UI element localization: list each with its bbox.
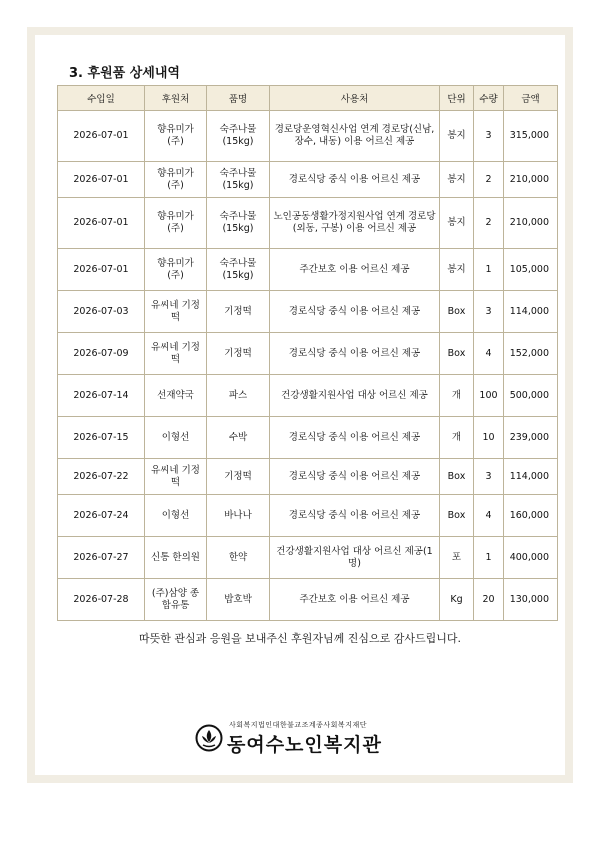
table-row — [58, 249, 558, 291]
organization-logo — [195, 718, 425, 758]
cell-amount: 500,000 — [504, 375, 558, 417]
cell-donor: 유씨네 기정떡 — [145, 291, 207, 333]
table-row — [58, 333, 558, 375]
cell-donor: 유씨네 기정떡 — [145, 459, 207, 495]
cell-donor: 향유미가 (주) — [145, 249, 207, 291]
table-row — [58, 579, 558, 621]
header-qty: 수량 — [474, 86, 504, 111]
cell-unit: 봉지 — [440, 249, 474, 291]
cell-use: 경로식당 중식 이용 어르신 제공 — [270, 459, 440, 495]
cell-item: 밥호박 — [207, 579, 270, 621]
lotus-emblem-icon — [195, 724, 223, 752]
cell-qty: 20 — [474, 579, 504, 621]
table-row — [58, 495, 558, 537]
cell-item: 숙주나물 (15kg) — [207, 198, 270, 249]
cell-item: 기정떡 — [207, 459, 270, 495]
cell-donor: 향유미가 (주) — [145, 111, 207, 162]
header-donor: 후원처 — [145, 86, 207, 111]
cell-date: 2026-07-01 — [58, 198, 145, 249]
cell-date: 2026-07-24 — [58, 495, 145, 537]
cell-date: 2026-07-14 — [58, 375, 145, 417]
cell-qty: 2 — [474, 198, 504, 249]
cell-unit: 개 — [440, 417, 474, 459]
cell-item: 숙주나물 (15kg) — [207, 162, 270, 198]
table-row — [58, 162, 558, 198]
cell-donor: 신통 한의원 — [145, 537, 207, 579]
table-row — [58, 375, 558, 417]
cell-amount: 114,000 — [504, 459, 558, 495]
cell-amount: 160,000 — [504, 495, 558, 537]
cell-unit: Box — [440, 291, 474, 333]
cell-date: 2026-07-01 — [58, 249, 145, 291]
cell-use: 경로당운영혁신사업 연계 경로당(신남, 장수, 내동) 이용 어르신 제공 — [270, 111, 440, 162]
table-row — [58, 198, 558, 249]
cell-unit: Box — [440, 495, 474, 537]
table-row — [58, 459, 558, 495]
header-item: 품명 — [207, 86, 270, 111]
cell-date: 2026-07-01 — [58, 111, 145, 162]
table-row — [58, 537, 558, 579]
cell-qty: 100 — [474, 375, 504, 417]
cell-donor: 이형선 — [145, 417, 207, 459]
cell-use: 경로식당 중식 이용 어르신 제공 — [270, 162, 440, 198]
cell-donor: 향유미가 (주) — [145, 162, 207, 198]
cell-use: 주간보호 이용 어르신 제공 — [270, 579, 440, 621]
cell-donor: 선재약국 — [145, 375, 207, 417]
cell-qty: 3 — [474, 111, 504, 162]
cell-amount: 152,000 — [504, 333, 558, 375]
cell-item: 한약 — [207, 537, 270, 579]
cell-use: 주간보호 이용 어르신 제공 — [270, 249, 440, 291]
table-header-row — [58, 86, 558, 111]
cell-qty: 4 — [474, 495, 504, 537]
cell-unit: Box — [440, 459, 474, 495]
cell-unit: 봉지 — [440, 111, 474, 162]
cell-qty: 3 — [474, 291, 504, 333]
cell-use: 경로식당 중식 이용 어르신 제공 — [270, 291, 440, 333]
cell-qty: 1 — [474, 537, 504, 579]
cell-date: 2026-07-28 — [58, 579, 145, 621]
cell-amount: 400,000 — [504, 537, 558, 579]
cell-unit: Box — [440, 333, 474, 375]
cell-donor: 향유미가 (주) — [145, 198, 207, 249]
cell-use: 경로식당 중식 이용 어르신 제공 — [270, 417, 440, 459]
cell-qty: 3 — [474, 459, 504, 495]
cell-date: 2026-07-09 — [58, 333, 145, 375]
cell-donor: 유씨네 기정떡 — [145, 333, 207, 375]
cell-item: 기정떡 — [207, 291, 270, 333]
cell-amount: 114,000 — [504, 291, 558, 333]
cell-amount: 130,000 — [504, 579, 558, 621]
cell-date: 2026-07-01 — [58, 162, 145, 198]
donation-table — [57, 85, 558, 621]
cell-use: 건강생활지원사업 대상 어르신 제공 — [270, 375, 440, 417]
header-date: 수입일 — [58, 86, 145, 111]
table-row — [58, 291, 558, 333]
logo-subtitle: 사회복지법인대한불교조계종사회복지재단 — [229, 721, 367, 729]
cell-amount: 315,000 — [504, 111, 558, 162]
page-content — [35, 35, 565, 775]
cell-unit: Kg — [440, 579, 474, 621]
cell-amount: 210,000 — [504, 198, 558, 249]
table-row — [58, 111, 558, 162]
cell-amount: 239,000 — [504, 417, 558, 459]
cell-use: 경로식당 중식 이용 어르신 제공 — [270, 333, 440, 375]
header-use: 사용처 — [270, 86, 440, 111]
cell-unit: 봉지 — [440, 162, 474, 198]
cell-date: 2026-07-27 — [58, 537, 145, 579]
page-frame — [27, 27, 573, 783]
cell-qty: 1 — [474, 249, 504, 291]
cell-unit: 개 — [440, 375, 474, 417]
section-title: 3. 후원품 상세내역 — [69, 66, 180, 81]
cell-date: 2026-07-22 — [58, 459, 145, 495]
header-amount: 금액 — [504, 86, 558, 111]
cell-donor: 이형선 — [145, 495, 207, 537]
cell-qty: 4 — [474, 333, 504, 375]
cell-use: 건강생활지원사업 대상 어르신 제공(1명) — [270, 537, 440, 579]
cell-use: 노인공동생활가정지원사업 연계 경로당(외동, 구봉) 이용 어르신 제공 — [270, 198, 440, 249]
cell-item: 숙주나물 (15kg) — [207, 111, 270, 162]
cell-item: 기정떡 — [207, 333, 270, 375]
cell-donor: (주)삼양 종합유통 — [145, 579, 207, 621]
header-unit: 단위 — [440, 86, 474, 111]
table-row — [58, 417, 558, 459]
cell-item: 파스 — [207, 375, 270, 417]
cell-item: 바나나 — [207, 495, 270, 537]
cell-unit: 포 — [440, 537, 474, 579]
cell-date: 2026-07-15 — [58, 417, 145, 459]
cell-use: 경로식당 중식 이용 어르신 제공 — [270, 495, 440, 537]
cell-qty: 10 — [474, 417, 504, 459]
thanks-message: 따뜻한 관심과 응원을 보내주신 후원자님께 진심으로 감사드립니다. — [138, 632, 461, 645]
cell-item: 수박 — [207, 417, 270, 459]
cell-amount: 210,000 — [504, 162, 558, 198]
cell-unit: 봉지 — [440, 198, 474, 249]
cell-amount: 105,000 — [504, 249, 558, 291]
cell-item: 숙주나물 (15kg) — [207, 249, 270, 291]
cell-qty: 2 — [474, 162, 504, 198]
cell-date: 2026-07-03 — [58, 291, 145, 333]
logo-name: 동여수노인복지관 — [227, 734, 382, 756]
